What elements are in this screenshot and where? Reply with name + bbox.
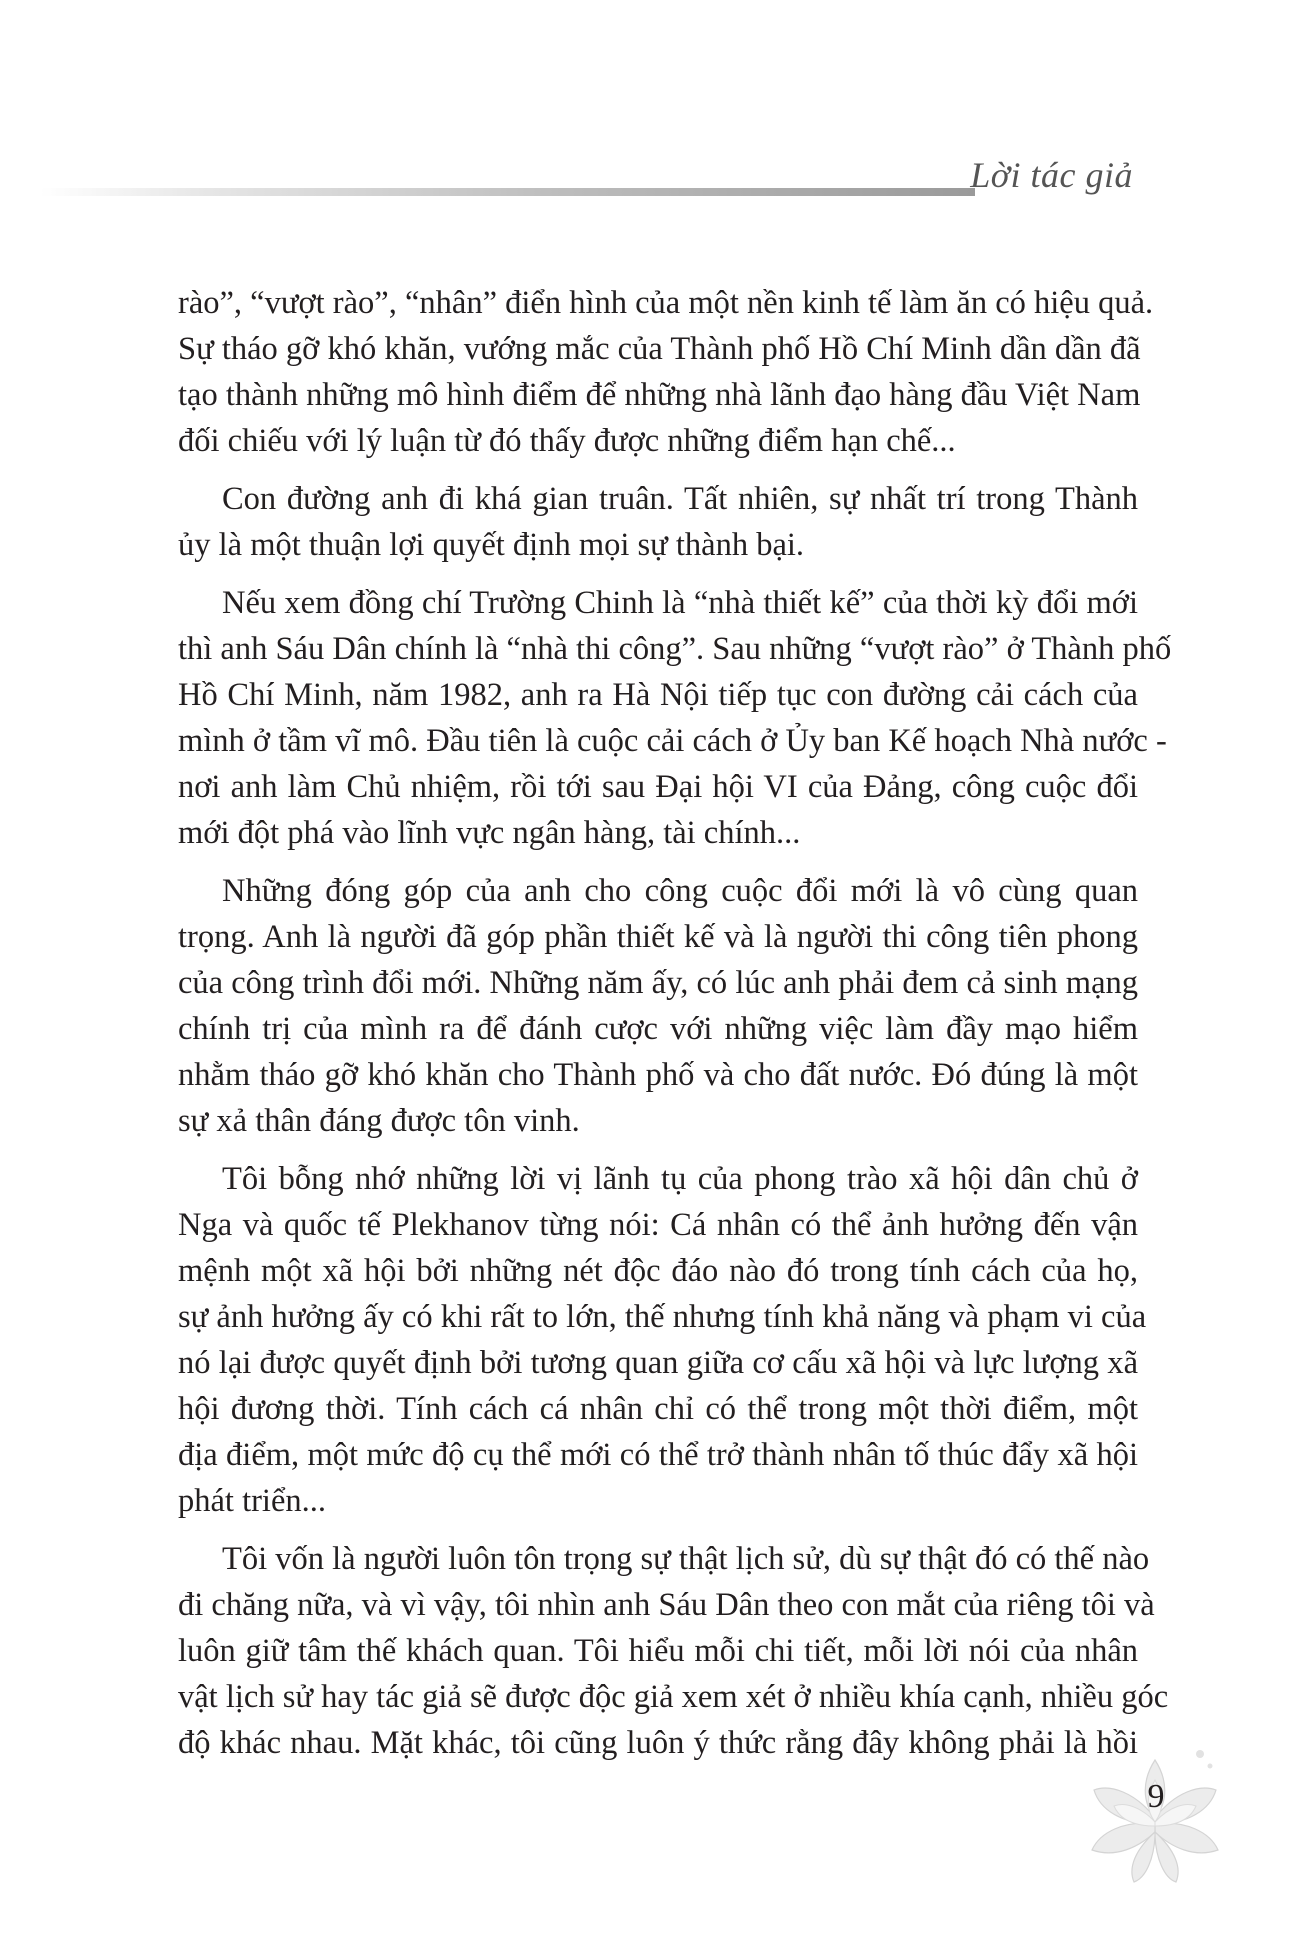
text-line: nơi anh làm Chủ nhiệm, rồi tới sau Đại hội VI của Đảng, công cuộc đổi [178,769,1138,805]
text-line: chính trị của mình ra để đánh cược với những việc làm đầy mạo hiểm [178,1011,1138,1047]
text-line: trọng. Anh là người đã góp phần thiết kế và là người thi công tiên phong [178,919,1138,955]
text-line: mình ở tầm vĩ mô. Đầu tiên là cuộc cải cách ở Ủy ban Kế hoạch Nhà nước - [178,723,1167,759]
text-line: sự xả thân đáng được tôn vinh. [178,1103,580,1139]
paragraph [178,580,1172,856]
text-line: Con đường anh đi khá gian truân. Tất nhiên, sự nhất trí trong Thành [222,481,1138,517]
text-line: Tôi vốn là người luôn tôn trọng sự thật lịch sử, dù sự thật đó có thế nào [222,1541,1150,1577]
text-line: của công trình đổi mới. Những năm ấy, có lúc anh phải đem cả sinh mạng [178,965,1138,1001]
text-line: đi chăng nữa, và vì vậy, tôi nhìn anh Sáu Dân theo con mắt của riêng tôi và [178,1587,1155,1623]
paragraph [178,1156,1147,1524]
header-rule [40,188,975,196]
text-line: Tôi bỗng nhớ những lời vị lãnh tụ của phong trào xã hội dân chủ ở [222,1161,1138,1197]
text-line: nhằm tháo gỡ khó khăn cho Thành phố và cho đất nước. Đó đúng là một [178,1057,1138,1093]
text-line: ủy là một thuận lợi quyết định mọi sự thành bại. [178,527,805,563]
text-line: Sự tháo gỡ khó khăn, vướng mắc của Thành phố Hồ Chí Minh dần dần đã [178,331,1141,367]
text-line: nó lại được quyết định bởi tương quan giữa cơ cấu xã hội và lực lượng xã [178,1345,1138,1381]
text-line: sự ảnh hưởng ấy có khi rất to lớn, thế nhưng tính khả năng và phạm vi của [178,1299,1147,1335]
text-line: phát triển... [178,1483,327,1519]
page-number: 9 [1147,1778,1165,1815]
text-line: vật lịch sử hay tác giả sẽ được độc giả xem xét ở nhiều khía cạnh, nhiều góc [178,1679,1169,1715]
body-text [178,280,1172,1778]
text-line: Nếu xem đồng chí Trường Chinh là “nhà thiết kế” của thời kỳ đổi mới [222,585,1138,621]
text-line: luôn giữ tâm thế khách quan. Tôi hiểu mỗi chi tiết, mỗi lời nói của nhân [178,1633,1138,1669]
text-line: thì anh Sáu Dân chính là “nhà thi công”. Sau những “vượt rào” ở Thành phố [178,631,1172,667]
text-line: Những đóng góp của anh cho công cuộc đổi mới là vô cùng quan [222,873,1138,909]
text-line: đối chiếu với lý luận từ đó thấy được những điểm hạn chế... [178,423,956,459]
text-line: tạo thành những mô hình điểm để những nhà lãnh đạo hàng đầu Việt Nam [178,377,1141,413]
paragraph [178,1536,1169,1766]
text-line: mới đột phá vào lĩnh vực ngân hàng, tài chính... [178,815,801,851]
text-line: độ khác nhau. Mặt khác, tôi cũng luôn ý thức rằng đây không phải là hồi [178,1725,1138,1761]
text-line: Nga và quốc tế Plekhanov từng nói: Cá nhân có thể ảnh hưởng đến vận [178,1207,1138,1243]
text-line: Hồ Chí Minh, năm 1982, anh ra Hà Nội tiếp tục con đường cải cách của [178,677,1138,713]
paragraph [178,280,1154,464]
text-line: mệnh một xã hội bởi những nét độc đáo nào đó trong tính cách của họ, [178,1253,1138,1289]
paragraph [178,476,1138,568]
text-line: địa điểm, một mức độ cụ thể mới có thể trở thành nhân tố thúc đẩy xã hội [178,1437,1138,1473]
running-head-title: Lời tác giả [970,155,1133,195]
text-line: hội đương thời. Tính cách cá nhân chỉ có thể trong một thời điểm, một [178,1391,1138,1427]
text-line: rào”, “vượt rào”, “nhân” điển hình của một nền kinh tế làm ăn có hiệu quả. [178,285,1154,321]
paragraph [178,868,1138,1144]
